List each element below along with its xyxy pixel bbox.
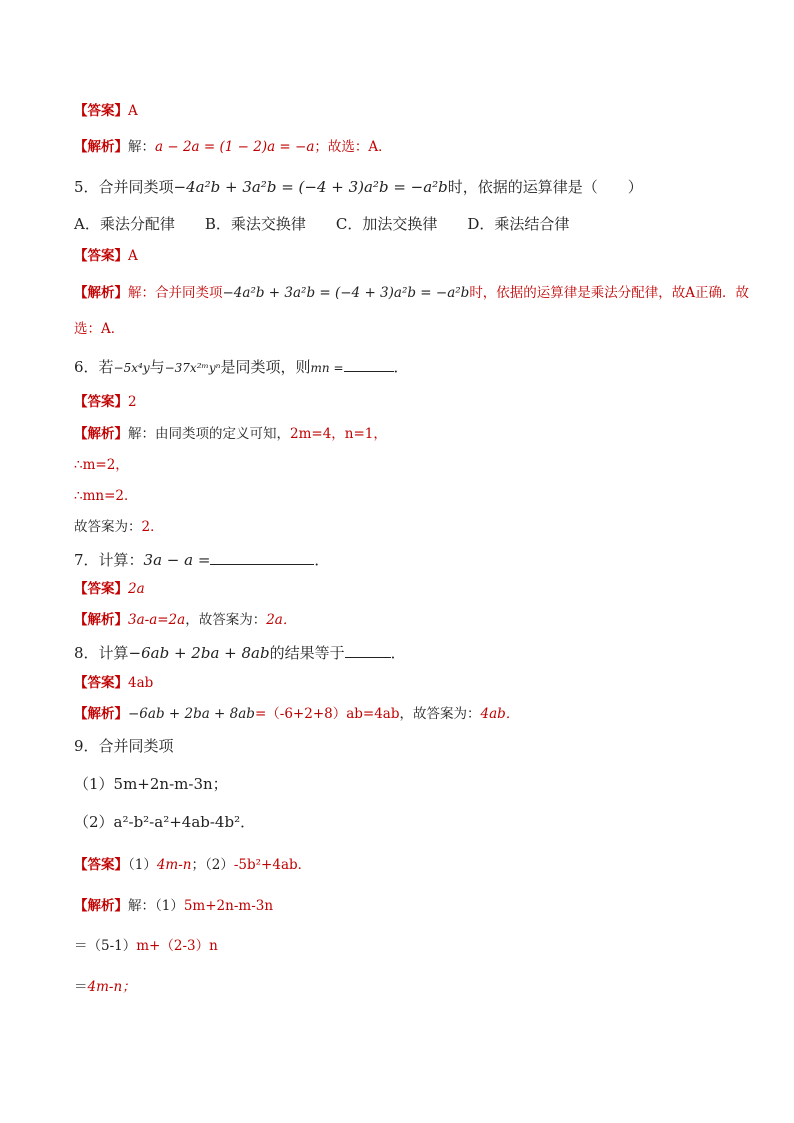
answer-tag: 【答案】: [74, 675, 128, 691]
question-text: 是同类项，则: [220, 358, 311, 376]
analysis-line-cont: [74, 978, 136, 996]
analysis-text: ＝: [74, 979, 88, 995]
answer-blank[interactable]: [210, 550, 314, 565]
question-9: 9．合并同类项: [74, 737, 174, 755]
analysis-line: [74, 284, 749, 302]
question-math: 3a − a =: [143, 551, 211, 569]
option-c: C．加法交换律: [335, 215, 438, 233]
question-5: [74, 178, 643, 196]
question-text: 5．合并同类项: [74, 178, 174, 196]
analysis-tag: 【解析】: [74, 426, 128, 442]
analysis-tag: 【解析】: [74, 612, 128, 628]
answer-tag: 【答案】: [74, 857, 128, 873]
analysis-math: 4m-n；: [87, 979, 136, 995]
question-text: 的结果等于: [269, 644, 345, 662]
analysis-line-cont: [74, 518, 164, 536]
question-5-options: [74, 215, 599, 233]
analysis-math: 2．: [141, 519, 164, 535]
analysis-math: 5m+2n-m-3n: [183, 898, 274, 914]
answer-line: [74, 102, 138, 120]
question-text: ．: [314, 551, 330, 569]
analysis-text: 解：: [128, 139, 155, 155]
analysis-tag: 【解析】: [74, 898, 128, 914]
analysis-line-cont: ∴mn=2．: [74, 488, 138, 504]
analysis-line: [74, 611, 296, 629]
answer-line: [74, 856, 311, 874]
analysis-math: a − 2a = (1 − 2)a = −a: [155, 139, 315, 155]
answer-value: A: [128, 103, 138, 119]
analysis-math: 4ab．: [480, 706, 520, 722]
analysis-text: ；故选：A．: [314, 139, 392, 155]
answer-value: 2: [128, 394, 137, 410]
question-text: 时，依据的运算律是（ ）: [447, 178, 643, 196]
analysis-line: [74, 138, 392, 156]
answer-line: [74, 674, 153, 692]
question-math: −5x⁴y: [113, 361, 150, 375]
answer-value: -5b²+4ab．: [233, 857, 312, 873]
question-text: 7．计算：: [74, 551, 144, 569]
analysis-tag: 【解析】: [74, 285, 128, 301]
question-text: 与: [149, 358, 165, 376]
analysis-math: −6ab + 2ba + 8ab: [128, 706, 255, 722]
analysis-tag: 【解析】: [74, 139, 128, 155]
analysis-math: =（-6+2+8）ab=4ab: [254, 706, 400, 722]
option-b: B．乘法交换律: [204, 215, 306, 233]
question-math: −6ab + 2ba + 8ab: [128, 644, 270, 662]
answer-blank[interactable]: [345, 643, 391, 658]
question-math: mn =: [310, 361, 344, 375]
answer-blank[interactable]: [344, 357, 394, 372]
answer-line: [74, 580, 145, 598]
question-9-part-1: （1）5m+2n-m-3n；: [74, 775, 228, 793]
option-a: A．乘法分配律: [74, 215, 175, 233]
answer-tag: 【答案】: [74, 581, 128, 597]
answer-tag: 【答案】: [74, 103, 128, 119]
analysis-line-cont: [74, 937, 218, 955]
question-text: 6．若: [74, 358, 114, 376]
analysis-line-cont: 选：A．: [74, 321, 125, 337]
answer-line: [74, 393, 137, 411]
analysis-text: 时，依据的运算律是乘法分配律，故A正确．故: [469, 285, 750, 301]
question-text: ．: [390, 644, 406, 662]
analysis-line-cont: ∴m=2，: [74, 457, 129, 473]
question-text: 8．计算: [74, 644, 129, 662]
answer-text: ；（2）: [191, 857, 234, 873]
analysis-math: m+（2-3）n: [136, 938, 218, 954]
analysis-math: 2m=4，n=1，: [290, 426, 387, 442]
answer-value: A: [128, 248, 138, 264]
question-math: −37x²ᵐyⁿ: [164, 361, 221, 375]
analysis-line: [74, 705, 519, 723]
analysis-line: [74, 897, 273, 915]
answer-value: 4m-n: [156, 857, 192, 873]
question-math: −4a²b + 3a²b = (−4 + 3)a²b = −a²b: [173, 178, 448, 196]
analysis-text: ，故答案为：: [185, 612, 267, 628]
answer-text: （1）: [128, 857, 157, 873]
question-7: [74, 550, 329, 569]
question-6: [74, 357, 409, 377]
question-9-part-2: （2）a²-b²-a²+4ab-4b²．: [74, 813, 256, 831]
answer-tag: 【答案】: [74, 394, 128, 410]
analysis-text: ＝（5-1）: [74, 938, 137, 954]
analysis-line: [74, 425, 387, 443]
answer-value: 4ab: [128, 675, 154, 691]
question-8: [74, 643, 406, 662]
analysis-math: −4a²b + 3a²b = (−4 + 3)a²b = −a²b: [222, 285, 470, 301]
analysis-text: ，故答案为：: [399, 706, 481, 722]
analysis-text: 解：由同类项的定义可知，: [128, 426, 290, 442]
analysis-text: 解：（1）: [128, 898, 184, 914]
question-text: ．: [393, 358, 409, 376]
answer-value: 2a: [128, 581, 145, 597]
option-d: D．乘法结合律: [467, 215, 570, 233]
analysis-math: 2a．: [266, 612, 297, 628]
analysis-text: 解：合并同类项: [128, 285, 223, 301]
analysis-math: 3a-a=2a: [128, 612, 186, 628]
analysis-text: 故答案为：: [74, 519, 142, 535]
analysis-tag: 【解析】: [74, 706, 128, 722]
answer-tag: 【答案】: [74, 248, 128, 264]
answer-line: [74, 247, 138, 265]
